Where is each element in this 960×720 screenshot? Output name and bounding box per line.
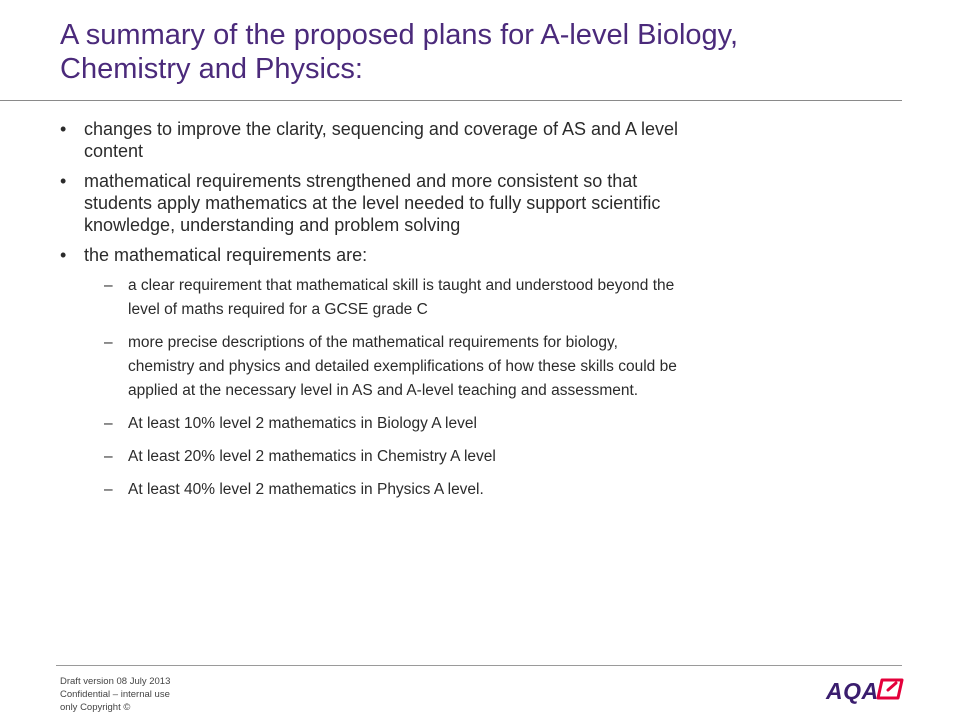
sub-bullet-text-line: applied at the necessary level in AS and A-level teaching and assessment.	[128, 382, 639, 399]
sub-bullet-mark: –	[104, 448, 113, 465]
bullet-mark: •	[60, 171, 67, 191]
bullet-item	[60, 170, 900, 236]
footer-line: Draft version 08 July 2013	[60, 676, 171, 687]
bullet-text-line: mathematical requirements strengthened and more consistent so that	[84, 171, 638, 191]
bullet-text-line: the mathematical requirements are:	[84, 245, 368, 265]
aqa-logo-text: AQA	[826, 678, 879, 704]
footer-divider	[56, 665, 902, 666]
bullet-item	[60, 244, 900, 266]
bullet-item	[60, 118, 900, 162]
sub-bullet-mark: –	[104, 334, 113, 351]
title-divider	[0, 100, 902, 101]
footer-line: only Copyright ©	[60, 702, 131, 713]
aqa-logo	[826, 676, 906, 706]
sub-bullet-item	[60, 412, 900, 436]
slide-body	[60, 118, 900, 511]
sub-bullet-text-line: At least 10% level 2 mathematics in Biology A level	[128, 415, 477, 432]
bullet-text-line: content	[84, 141, 144, 161]
slide-title	[60, 18, 920, 86]
slide-title-line-2: Chemistry and Physics:	[60, 53, 363, 85]
sub-bullet-mark: –	[104, 277, 113, 294]
sub-bullet-text-line: At least 20% level 2 mathematics in Chemistry A level	[128, 448, 496, 465]
sub-bullet-item	[60, 274, 900, 322]
sub-bullet-item	[60, 331, 900, 403]
slide-title-line-1: A summary of the proposed plans for A-level Biology,	[60, 19, 739, 51]
footer-note	[60, 675, 200, 714]
bullet-text-line: changes to improve the clarity, sequencing and coverage of AS and A level	[84, 119, 679, 139]
sub-bullet-item	[60, 445, 900, 469]
sub-bullet-text-line: At least 40% level 2 mathematics in Physics A level.	[128, 481, 484, 498]
bullet-text-line: knowledge, understanding and problem solving	[84, 215, 461, 235]
bullet-mark: •	[60, 119, 67, 139]
bullet-mark: •	[60, 245, 67, 265]
sub-bullet-item	[60, 478, 900, 502]
sub-bullet-text-line: more precise descriptions of the mathematical requirements for biology,	[128, 334, 618, 351]
bullet-text-line: students apply mathematics at the level needed to fully support scientific	[84, 193, 661, 213]
sub-bullet-mark: –	[104, 481, 113, 498]
sub-bullet-text-line: level of maths required for a GCSE grade C	[128, 301, 428, 318]
footer-line: Confidential – internal use	[60, 689, 170, 700]
sub-bullet-text-line: chemistry and physics and detailed exemplifications of how these skills could be	[128, 358, 677, 375]
sub-bullet-text-line: a clear requirement that mathematical skill is taught and understood beyond the	[128, 277, 675, 294]
sub-bullet-mark: –	[104, 415, 113, 432]
aqa-mark-icon	[876, 678, 904, 702]
